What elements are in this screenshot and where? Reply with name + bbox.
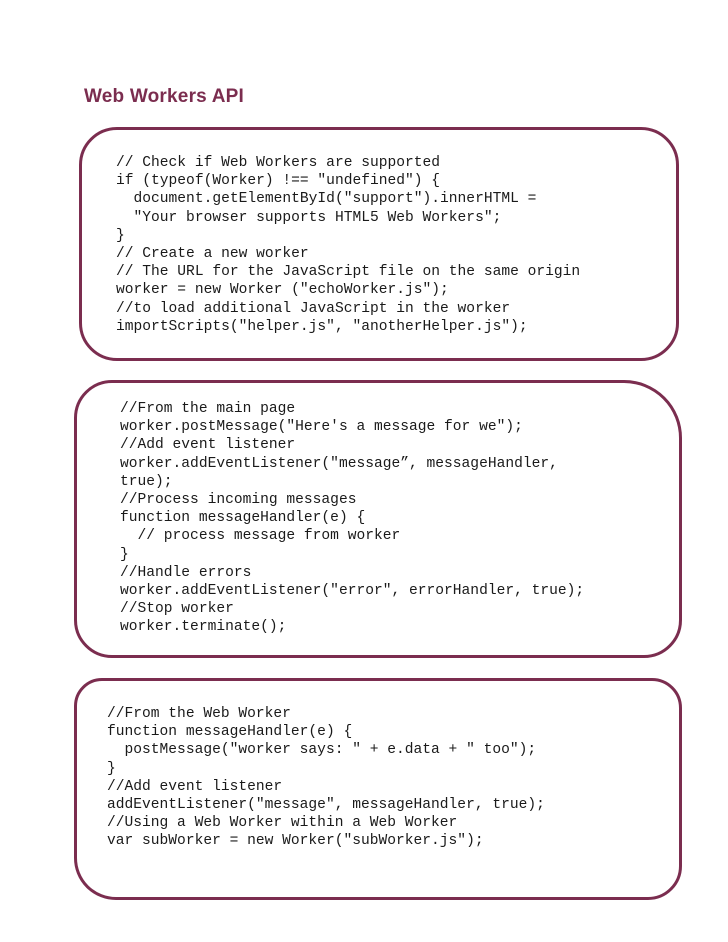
code-block-web-worker (74, 678, 682, 900)
page-title: Web Workers API (84, 86, 244, 107)
code-text: //From the Web Worker function messageHandler(e) { postMessage("worker says: " + e.data + " too"); } //Add event listener addEventListener("message", messageHandler, true); //Using a Web Worker within a Web Worker var subWorker = new Worker("subWorker.js"); (107, 706, 545, 850)
code-block-worker-setup (79, 127, 679, 361)
code-block-main-page (74, 380, 682, 658)
code-text: //From the main page worker.postMessage("Here's a message for we"); //Add event listener worker.addEventListener("message”, messageHandler, true); //Process incoming messages function messageHandler(e) { // process message from worker } //Handle errors worker.addEventListener("error", errorHandler, true); //Stop worker worker.terminate(); (120, 401, 585, 636)
code-text: // Check if Web Workers are supported if (typeof(Worker) !== "undefined") { document.getElementById("support").innerHTML = "Your browser supports HTML5 Web Workers"; } // Create a new worker // The URL for the JavaScript file on the same origin worker = new Worker ("echoWorker.js"); //to load additional JavaScript in the worker importScripts("helper.js", "anotherHelper.js"); (116, 155, 581, 335)
